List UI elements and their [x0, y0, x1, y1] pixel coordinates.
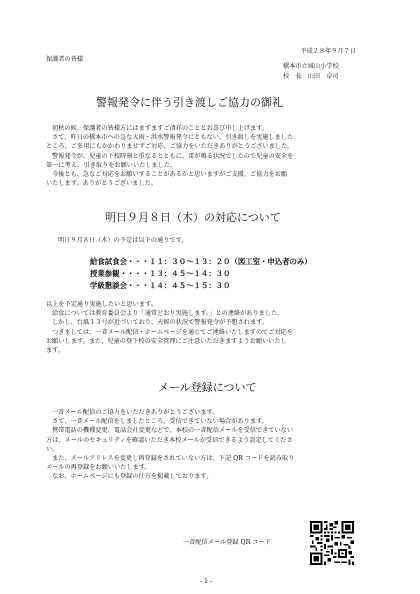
schedule-item-class-visit: 授業参観・・・・１３：４５～１４：３０ [90, 269, 231, 278]
mail-line: なお、ホームページにも登録の仕方を掲載しております。 [52, 473, 213, 481]
tomorrow-line: 以上を予定通り実施したいと思います。 [46, 301, 157, 308]
date: 平成２８年９月７日 [300, 48, 356, 55]
tomorrow-line: お願いします。また、児童の登下校の安全管理にご注意いただきますようお願いいたし [46, 337, 287, 345]
tomorrow-line: つきましては、一斉メール配信・ホームページを通じてご連絡いたしますのでご対応を [52, 328, 294, 336]
intro-line: 警報発令が、児童の下校時刻と重なるとともに、雷が鳴る状況でしたので児童の安全を [52, 152, 294, 160]
intro-line: 今後とも、急なご対応をお願いすることがあるかと思いますがご支援、ご協力をお願 [52, 171, 288, 179]
intro-line: さて、昨日の橋本市への急な大雨・洪水警報発令にともない、引き渡しを実施しました [52, 134, 294, 142]
section-title-mail: メール登録について [158, 381, 257, 394]
tomorrow-line: 給食については教育委員会より「通常どおり実施します。」との連絡がありました。 [52, 310, 284, 318]
intro-line: いたします。ありがとうございました。 [46, 180, 157, 188]
mail-line: 方は、メールのセキュリティを確認いただき本校メールが受信できるよう設定してくださ [46, 436, 293, 444]
intro-paragraph [46, 124, 378, 188]
principal-name: 校 長 山田 卓司 [283, 73, 339, 80]
mail-line: 一斉メール配信のご協力をいただきありがとうございます。 [52, 409, 219, 416]
mail-line: 携帯電話の機種変更、電話会社変更などで、本校の一斉配信メールを受信できていない [52, 427, 294, 435]
main-title: 警報発令に伴う引き渡しご協力の御礼 [96, 96, 283, 109]
mail-line: い。 [46, 445, 59, 453]
mail-paragraph [46, 408, 378, 482]
mail-line: さて、一斉メール配信をしましたところ、受信できていない場合があります。 [52, 418, 268, 426]
mail-line: メールの再登録をお願いいたします。 [46, 464, 151, 472]
section-title-tomorrow: 明日９月８日（木）の対応について [105, 211, 281, 224]
qr-code-image [310, 521, 354, 565]
intro-line: 第一に考え、引き取りをお願いいたしました。 [46, 161, 177, 169]
tomorrow-line: ます。 [46, 347, 65, 355]
mail-line: また、メールアドレスを変更し再登録をされていない方は、下記 QR コードを読み取り [52, 455, 295, 463]
schedule-intro: 明日９月８日（木）の予定は以下の通りです。 [58, 237, 188, 244]
schedule-item-class-meeting: 学級懇談会・・・１４：４５～１５：３０ [90, 281, 231, 290]
page-number: - 1 - [200, 578, 213, 585]
school-name: 橋本市立城山小学校 [283, 63, 339, 70]
tomorrow-line: しかし、台風１３号が近づいており、天候の状況で警報発令が予想されます。 [52, 319, 269, 327]
tomorrow-paragraph [46, 300, 378, 355]
qr-caption: 一斉配信メール登録 QR コード [183, 539, 271, 546]
schedule-item-lunch: 給食試食会・・・１１：３０～１３：２０（図工室・申込者のみ） [90, 257, 312, 266]
addressee: 保護者の皆様 [46, 56, 84, 63]
intro-line: 初秋の候、保護者の皆様方にはますますご清祥のこととお喜び申し上げます。 [52, 125, 269, 132]
intro-line: ところ、ご多用にもかかわりませずご対応、ご協力をいただきありがとうございました。 [46, 143, 294, 151]
